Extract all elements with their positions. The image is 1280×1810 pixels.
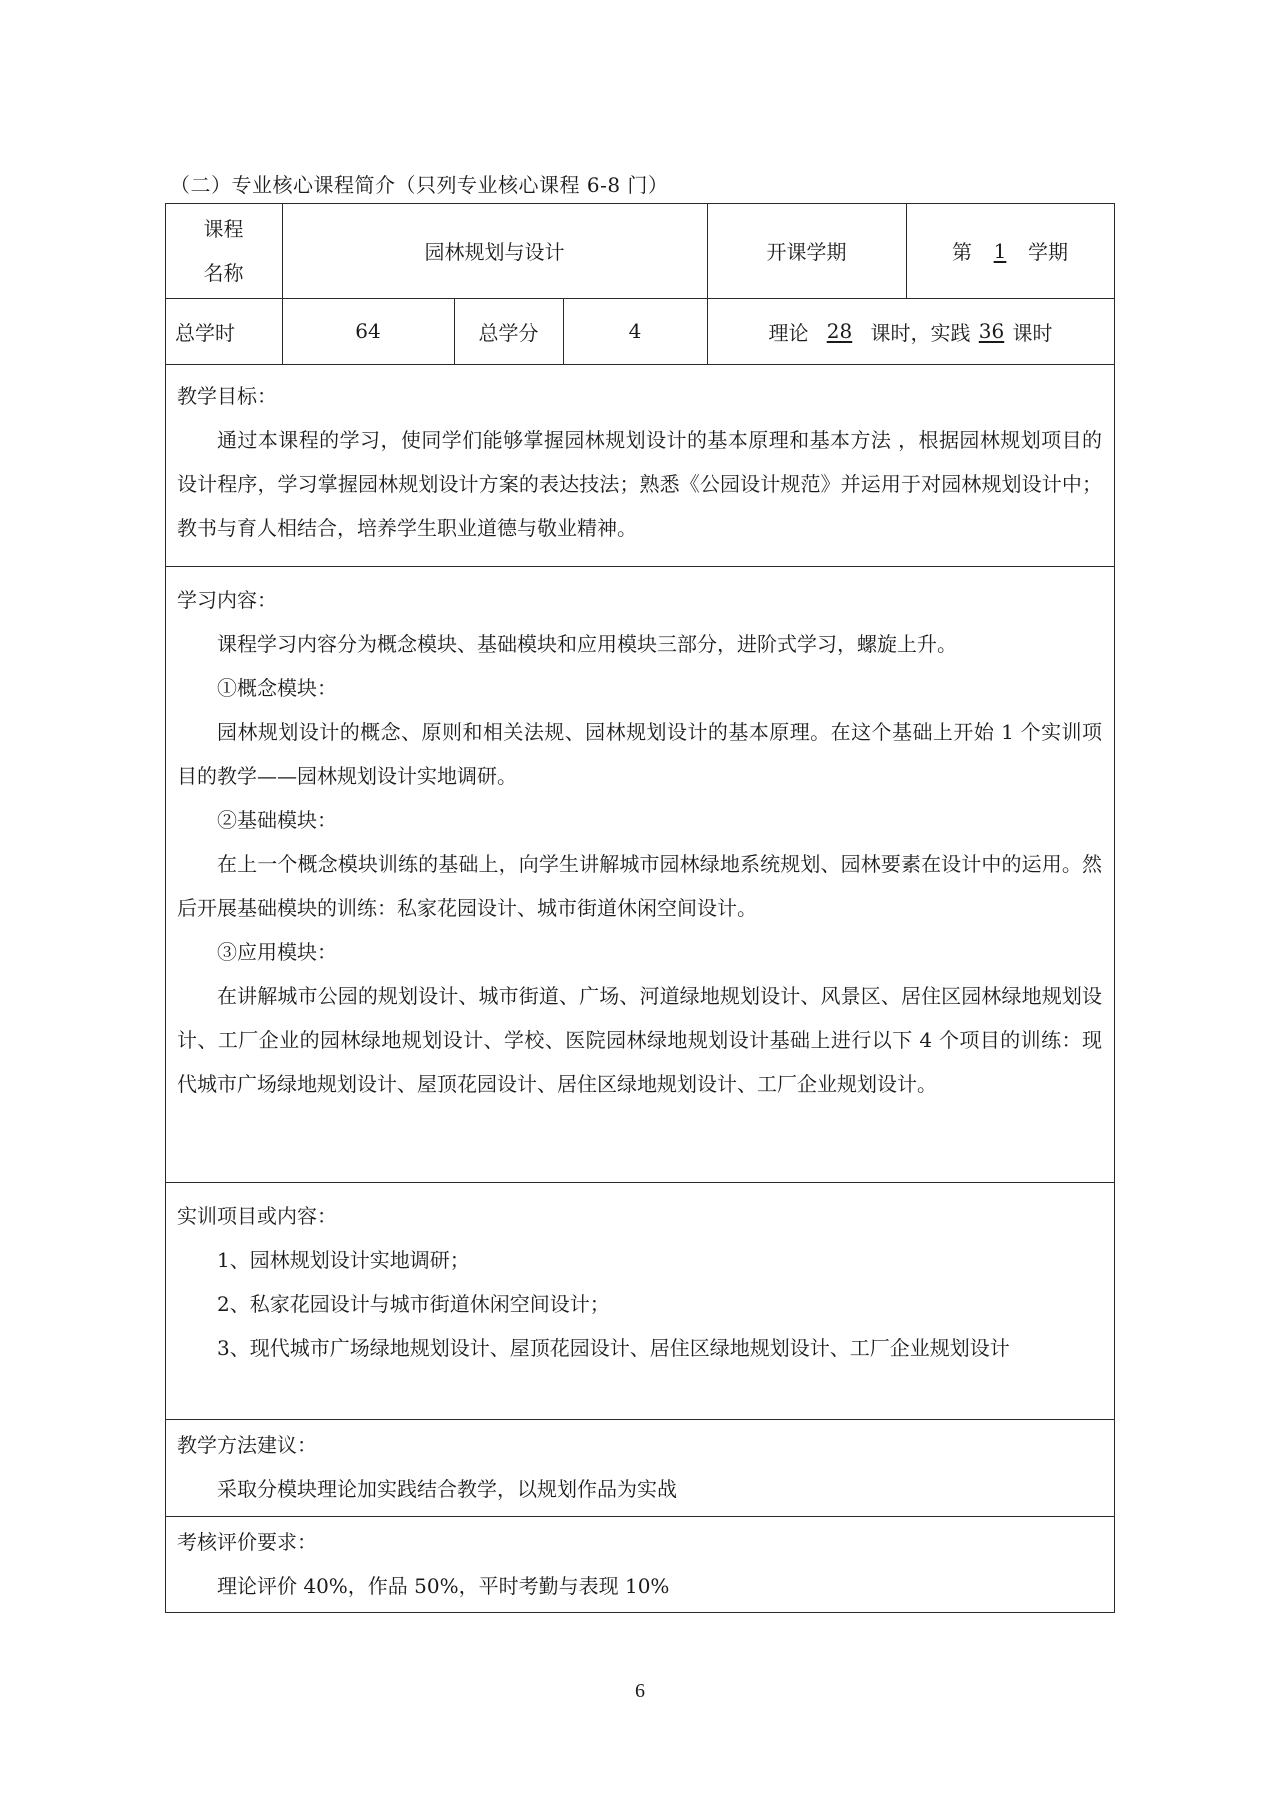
table-border-right <box>1114 203 1115 1613</box>
module-text: 在讲解城市公园的规划设计、城市街道、广场、河道绿地规划设计、风景区、居住区园林绿地规划设计、工厂企业的园林绿地规划设计、学校、医院园林绿地规划设计基础上进行以下 4 个项目的训练：现代城市广场绿地规划设计、屋顶花园设计、居住区绿地规划设计、工厂企业规划设计。 <box>177 984 1102 1096</box>
content-section <box>165 566 1114 1182</box>
hours-split <box>707 298 1114 364</box>
content-label: 学习内容： <box>177 588 277 612</box>
theory-unit: 课时， <box>870 320 931 345</box>
semester-suffix: 学期 <box>1028 240 1068 264</box>
practice-hours: 36 <box>978 319 1005 343</box>
objectives-text: 通过本课程的学习，使同学们能够掌握园林规划设计的基本原理和基本方法 ，根据园林规划项目的设计程序，学习掌握园林规划设计方案的表达技法；熟悉《公园设计规范》并运用于对园林规划设计中；教书与育人相结合，培养学生职业道德与敬业精神。 <box>177 428 1102 540</box>
theory-prefix: 理论 <box>768 320 809 345</box>
methods-label: 教学方法建议： <box>177 1433 317 1457</box>
training-section <box>165 1182 1114 1419</box>
practice-prefix: 实践 <box>930 320 971 345</box>
course-name-label-line1: 课程 <box>203 216 244 241</box>
course-name-label-line2: 名称 <box>203 260 244 285</box>
theory-hours: 28 <box>826 319 853 343</box>
objectives-label: 教学目标： <box>177 384 277 408</box>
total-credits-value: 4 <box>628 319 642 343</box>
assessment-text: 理论评价 40%，作品 50%，平时考勤与表现 10% <box>217 1574 670 1598</box>
table-border-bottom <box>165 1612 1114 1613</box>
assessment-section <box>165 1516 1114 1612</box>
course-name-label <box>165 203 282 298</box>
page-number: 6 <box>635 1680 645 1702</box>
training-item: 2、私家花园设计与城市街道休闲空间设计； <box>217 1292 610 1316</box>
course-name-value: 园林规划与设计 <box>424 240 565 264</box>
total-credits-label: 总学分 <box>478 320 539 345</box>
content-intro: 课程学习内容分为概念模块、基础模块和应用模块三部分，进阶式学习，螺旋上升。 <box>217 632 957 656</box>
objectives-section <box>165 364 1114 566</box>
module-title: ②基础模块： <box>217 808 337 832</box>
training-item: 1、园林规划设计实地调研； <box>217 1248 470 1272</box>
section-heading: （二）专业核心课程简介（只列专业核心课程 6-8 门） <box>170 173 669 197</box>
training-item: 3、现代城市广场绿地规划设计、屋顶花园设计、居住区绿地规划设计、工厂企业规划设计 <box>217 1336 1010 1360</box>
assessment-label: 考核评价要求： <box>177 1530 317 1554</box>
semester-value <box>906 203 1114 298</box>
methods-section <box>165 1419 1114 1516</box>
module-text: 在上一个概念模块训练的基础上，向学生讲解城市园林绿地系统规划、园林要素在设计中的运用。然后开展基础模块的训练：私家花园设计、城市街道休闲空间设计。 <box>177 852 1102 920</box>
course-table <box>165 203 1114 1612</box>
training-label: 实训项目或内容： <box>177 1204 337 1228</box>
semester-prefix: 第 <box>952 240 972 264</box>
practice-unit: 课时 <box>1012 320 1053 345</box>
module-text: 园林规划设计的概念、原则和相关法规、园林规划设计的基本原理。在这个基础上开始 1 个实训项目的教学——园林规划设计实地调研。 <box>177 720 1102 788</box>
module-title: ③应用模块： <box>217 940 337 964</box>
total-hours-value: 64 <box>355 319 381 343</box>
semester-number: 1 <box>993 238 1007 263</box>
module-title: ①概念模块： <box>217 676 337 700</box>
semester-label: 开课学期 <box>766 240 847 264</box>
total-hours-label: 总学时 <box>175 320 235 345</box>
methods-text: 采取分模块理论加实践结合教学，以规划作品为实战 <box>217 1477 677 1501</box>
